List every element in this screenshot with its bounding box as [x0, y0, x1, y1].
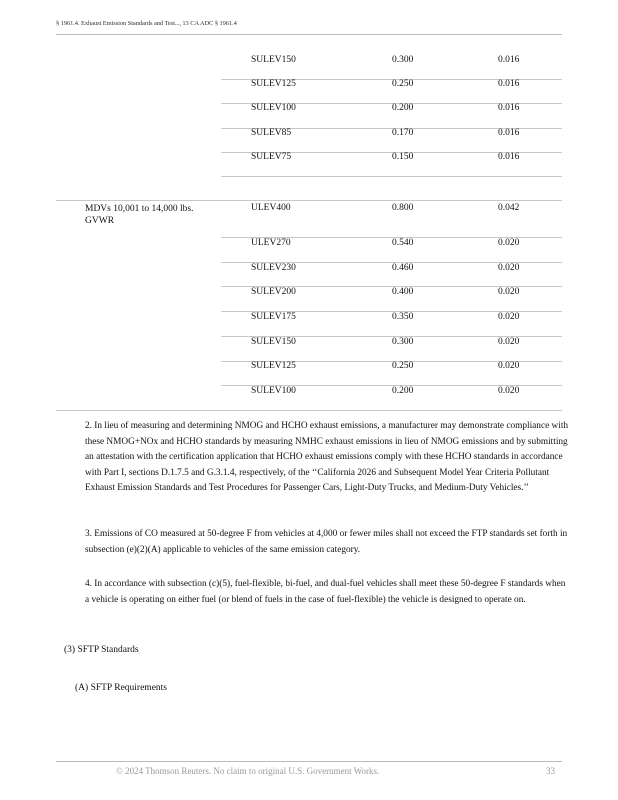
table-bottom-divider	[56, 410, 562, 411]
emission-category: ULEV400	[251, 203, 291, 213]
copyright-notice: © 2024 Thomson Reuters. No claim to original U.S. Government Works.	[116, 766, 380, 776]
section-heading-sftp-standards: (3) SFTP Standards	[64, 645, 139, 655]
hcho-value: 0.020	[498, 238, 520, 248]
emission-category: SULEV100	[251, 386, 296, 396]
row-divider	[221, 176, 562, 177]
nmog-nox-value: 0.200	[392, 103, 414, 113]
emission-category: SULEV75	[251, 152, 292, 162]
hcho-value: 0.020	[498, 337, 520, 347]
nmog-nox-value: 0.250	[392, 361, 414, 371]
hcho-value: 0.016	[498, 79, 520, 89]
emission-category: SULEV125	[251, 79, 296, 89]
nmog-nox-value: 0.170	[392, 128, 414, 138]
emission-category: SULEV200	[251, 287, 296, 297]
nmog-nox-value: 0.250	[392, 79, 414, 89]
page-number: 33	[546, 766, 555, 776]
hcho-value: 0.020	[498, 287, 520, 297]
emission-category: SULEV125	[251, 361, 296, 371]
running-head: § 1961.4. Exhaust Emission Standards and Test..., 13 CA ADC § 1961.4	[56, 20, 237, 27]
nmog-nox-value: 0.300	[392, 55, 414, 65]
nmog-nox-value: 0.460	[392, 263, 414, 273]
emission-category: SULEV150	[251, 55, 296, 65]
emission-category: SULEV230	[251, 263, 296, 273]
footnote-3: 3. Emissions of CO measured at 50-degree F from vehicles at 4,000 or fewer miles shall not exceed the FTP standards set forth in subsection (e)(2)(A) applicable to vehicles of the same emission category.	[85, 529, 568, 555]
emission-category: SULEV85	[251, 128, 292, 138]
section-heading-sftp-requirements: (A) SFTP Requirements	[75, 683, 168, 693]
footnote-4: 4. In accordance with subsection (c)(5), fuel-flexible, bi-fuel, and dual-fuel vehicles shall meet these 50-degree F standards when a vehicle is operating on either fuel (or blend of fuels in the case of fuel-flexible) the vehicle is designed to operate on.	[85, 579, 566, 605]
nmog-nox-value: 0.300	[392, 337, 414, 347]
nmog-nox-value: 0.800	[392, 203, 414, 213]
vehicle-class-label: MDVs 10,001 to 14,000 lbs. GVWR	[85, 204, 194, 226]
nmog-nox-value: 0.540	[392, 238, 414, 248]
nmog-nox-value: 0.150	[392, 152, 414, 162]
emission-category: ULEV270	[251, 238, 291, 248]
footnote-2: 2. In lieu of measuring and determining NMOG and HCHO exhaust emissions, a manufacturer may demonstrate compliance with these NMOG+NOx and HCHO standards by measuring NMHC exhaust emissions in lieu of NMOG emissions and by submitting an attestation with the certification application that HCHO exhaust emissions comply with these HCHO standards in accordance with Part I, sections D.1.7.5 and G.3.1.4, respectively, of the ‘‘California 2026 and Subsequent Model Year Criteria Pollutant Exhaust Emission Standards and Test Procedures for Passenger Cars, Light-Duty Trucks, and Medium-Duty Vehicles.’’	[85, 421, 569, 494]
nmog-nox-value: 0.400	[392, 287, 414, 297]
hcho-value: 0.020	[498, 263, 520, 273]
hcho-value: 0.016	[498, 128, 520, 138]
nmog-nox-value: 0.350	[392, 312, 414, 322]
nmog-nox-value: 0.200	[392, 386, 414, 396]
hcho-value: 0.020	[498, 386, 520, 396]
header-divider	[56, 34, 562, 35]
hcho-value: 0.042	[498, 203, 520, 213]
emission-category: SULEV175	[251, 312, 296, 322]
hcho-value: 0.020	[498, 361, 520, 371]
emission-category: SULEV150	[251, 337, 296, 347]
emission-category: SULEV100	[251, 103, 296, 113]
hcho-value: 0.016	[498, 103, 520, 113]
hcho-value: 0.016	[498, 55, 520, 65]
footer-divider	[56, 761, 562, 762]
group-divider	[56, 200, 562, 201]
hcho-value: 0.020	[498, 312, 520, 322]
hcho-value: 0.016	[498, 152, 520, 162]
